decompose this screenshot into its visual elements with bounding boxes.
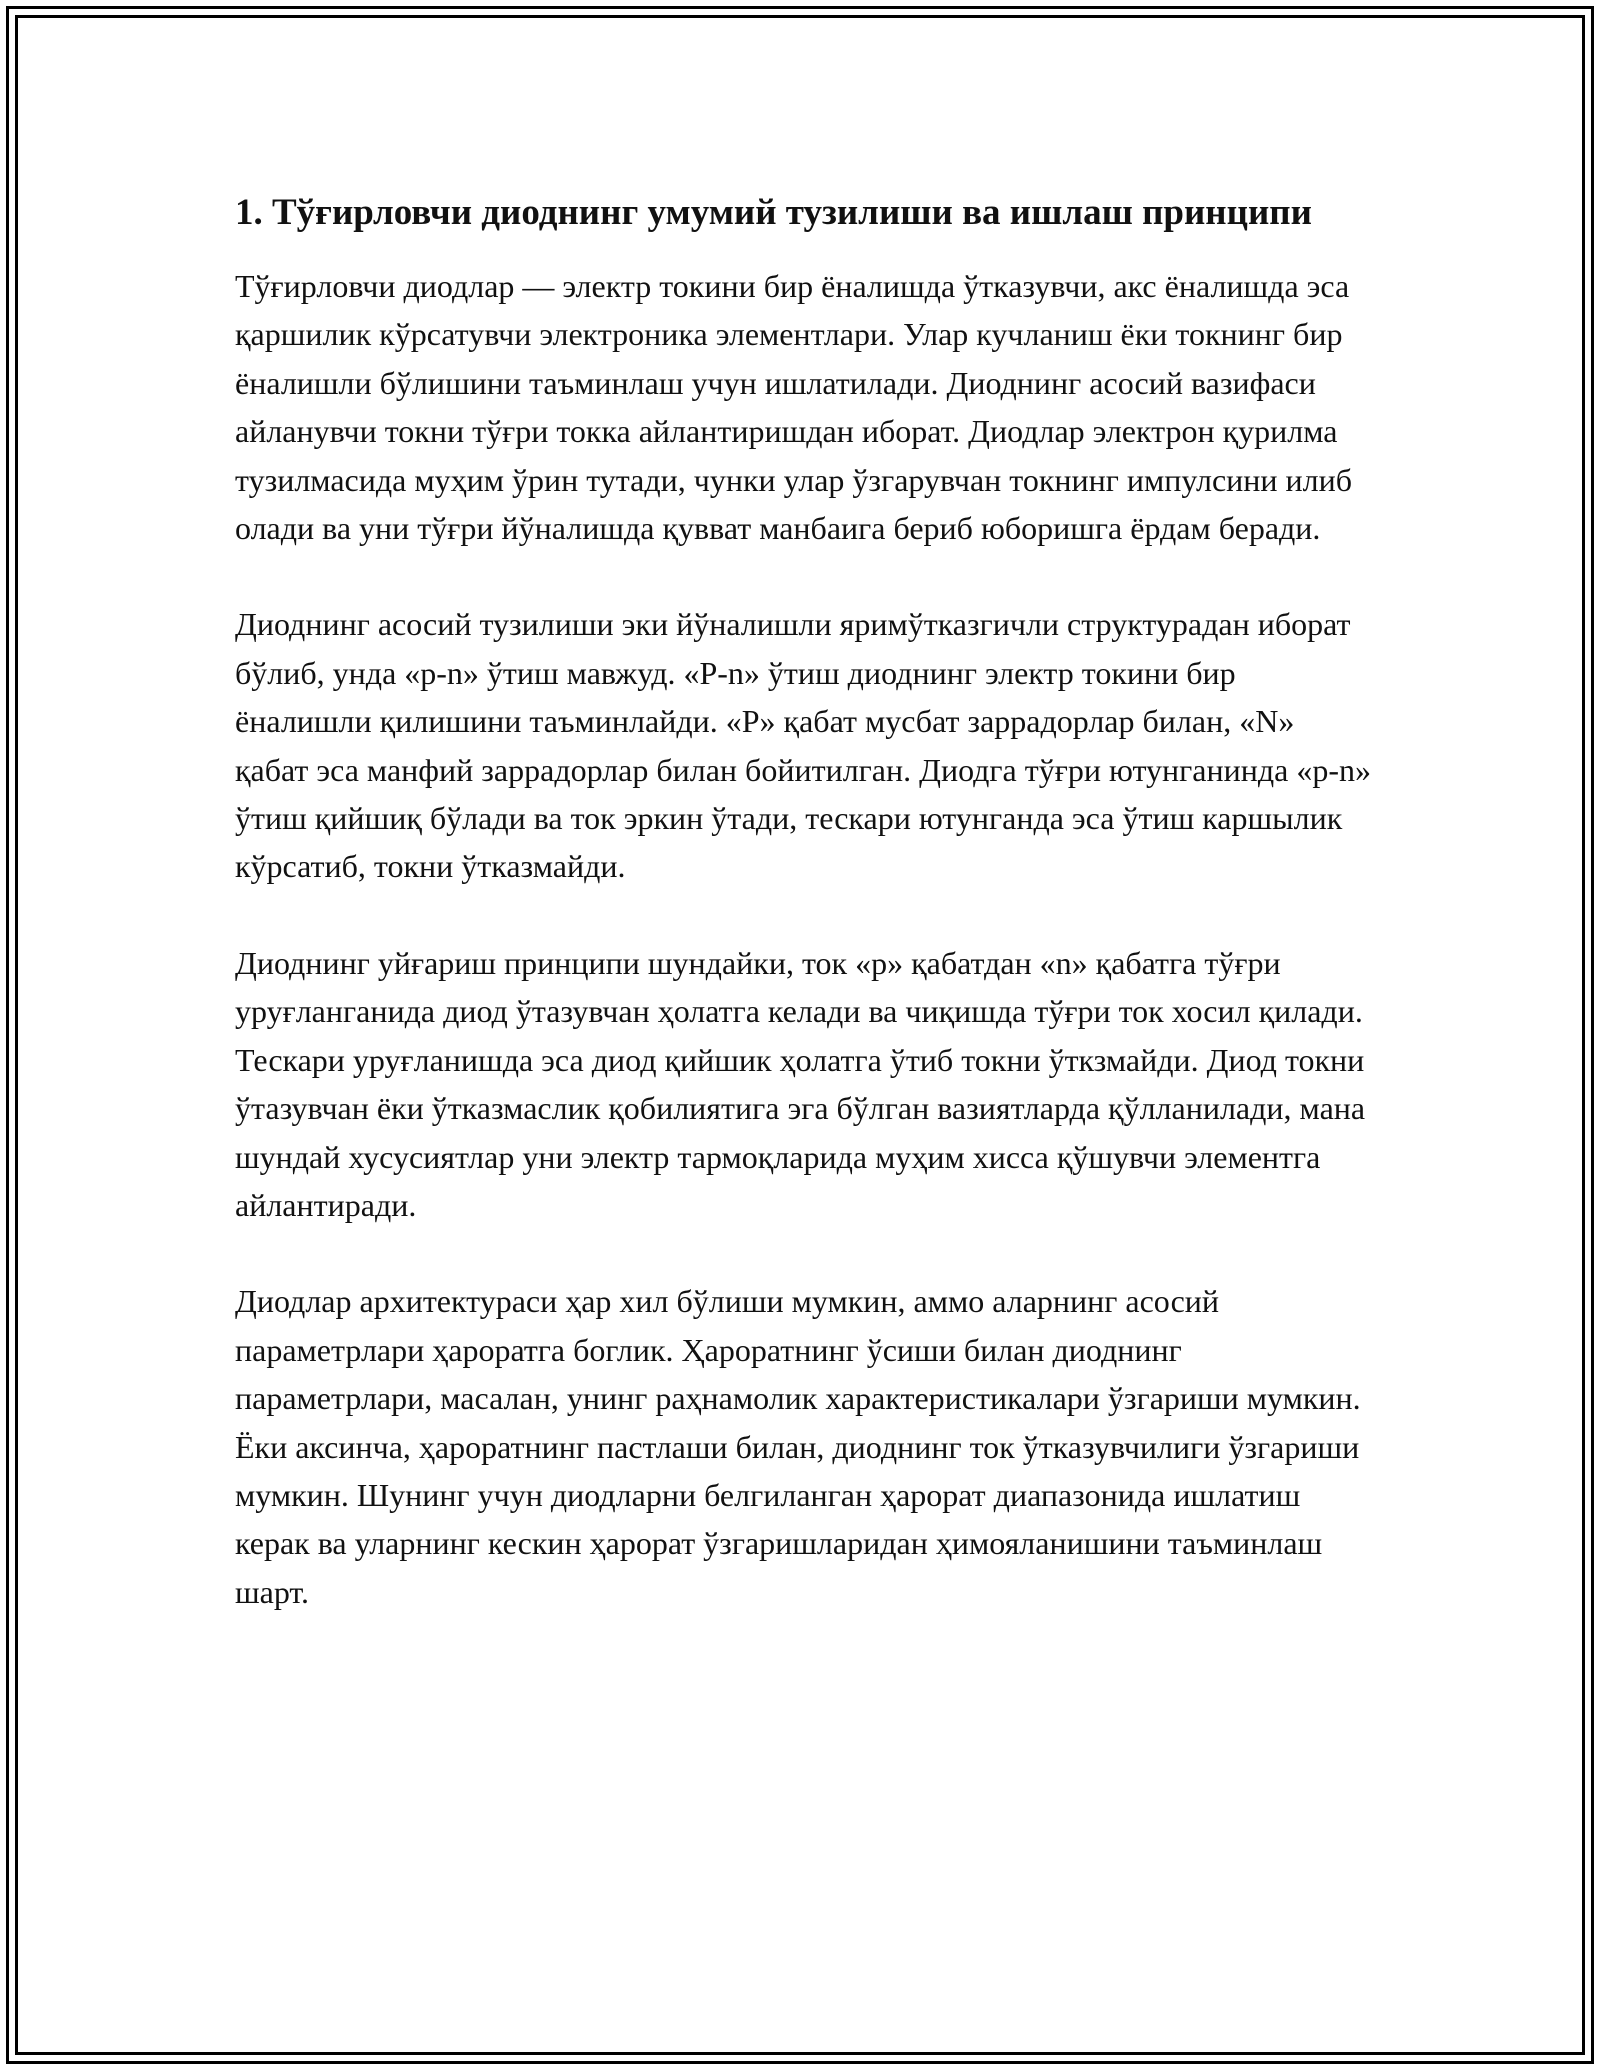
paragraph-1: Тўғирловчи диодлар — электр токини бир ёналишда ўтказувчи, акс ёналишда эса қаршилик кўрсатувчи электроника элементлари. Улар кучланиш ёки токнинг бир ёналишли бўлишини таъминлаш учун ишлатилади. Диоднинг асосий вазифаси айланувчи токни тўғри токка айлантиришдан иборат. Диодлар электрон қурилма тузилмасида муҳим ўрин тутади, чунки улар ўзгарувчан токнинг импулсини илиб олади ва уни тўғри йўналишда қувват манбаига бериб юборишга ёрдам беради. <box>235 268 1353 547</box>
paragraph-3: Диоднинг уйғариш принципи шундайки, ток «p» қабатдан «n» қабатга тўғри уруғланганида диод ўтазувчан ҳолатга келади ва чиқишда тўғри ток хосил қилади. Тескари уруғланишда эса диод қийшик ҳолатга ўтиб токни ўткзмайди. Диод токни ўтазувчан ёки ўтказмаслик қобилиятига эга бўлган вазиятларда қўлланилади, мана шундай хусусиятлар уни электр тармоқларида муҳим хисса қўшувчи элементга айлантиради. <box>235 944 1366 1223</box>
paragraph-2: Диоднинг асосий тузилиши эки йўналишли яримўтказгичли структурадан иборат бўлиб, унда «p-n» ўтиш мавжуд. «P-n» ўтиш диоднинг электр токини бир ёналишли қилишини таъминлайди. «P» қабат мусбат заррадорлар билан, «N» қабат эса манфий заррадорлар билан бойитилган. Диодга тўғри ютунганинда «p-n» ўтиш қийшиқ бўлади ва ток эркин ўтади, тескари ютунганда эса ўтиш каршылик кўрсатиб, токни ўтказмайди. <box>235 606 1371 885</box>
document-body <box>235 185 1375 1664</box>
section-heading: 1. Тўғирловчи диоднинг умумий тузилиши ва ишлаш принципи <box>235 192 1312 233</box>
paragraph-4: Диодлар архитектураси ҳар хил бўлиши мумкин, аммо аларнинг асосий параметрлари ҳароратга боглик. Ҳароратнинг ўсиши билан диоднинг параметрлари, масалан, унинг раҳнамолик характеристикалари ўзгариши мумкин. Ёки аксинча, ҳароратнинг пастлаши билан, диоднинг ток ўтказувчилиги ўзгариши мумкин. Шунинг учун диодларни белгиланган ҳарорат диапазонида ишлатиш керак ва уларнинг кескин ҳарорат ўзгаришларидан ҳимояланишини таъминлаш шарт. <box>235 1283 1361 1610</box>
